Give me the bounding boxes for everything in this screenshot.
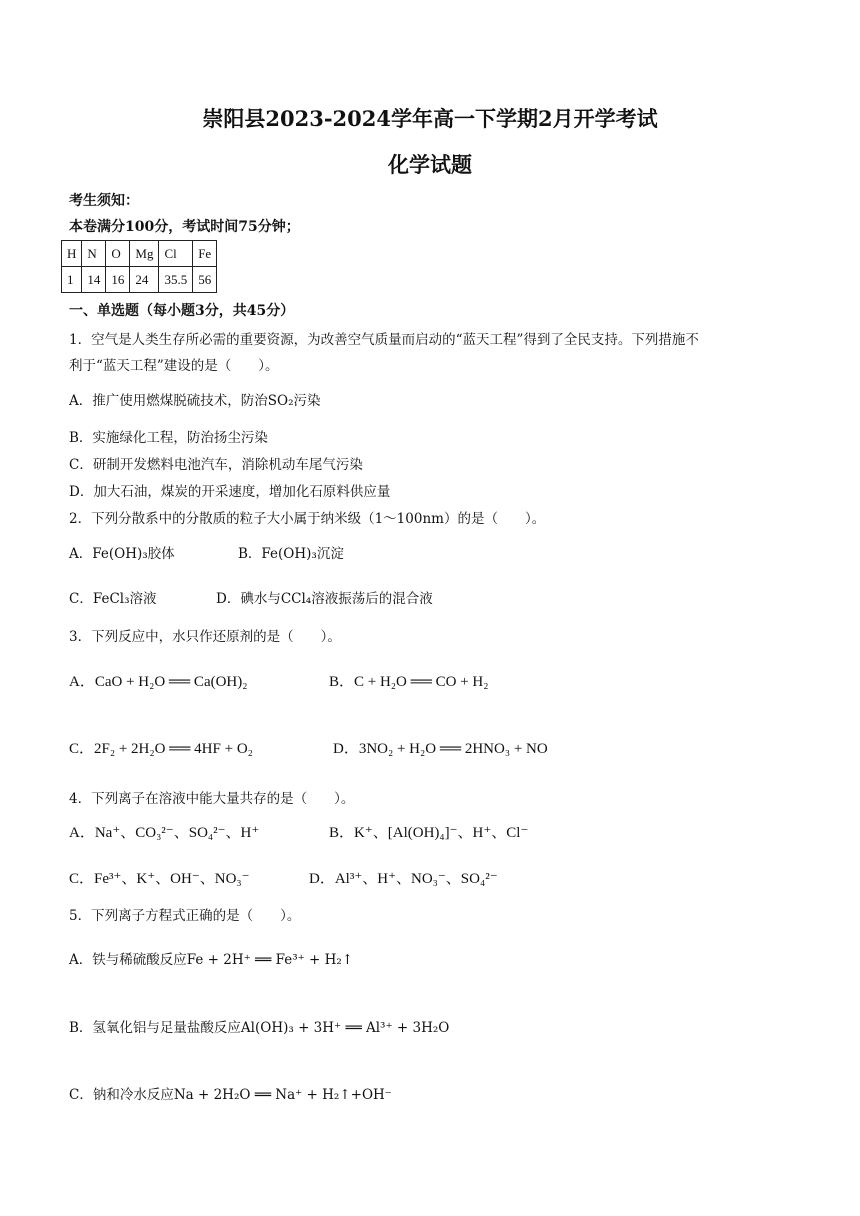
q2-option-c: C．FeCl₃溶液 bbox=[69, 591, 157, 607]
element-row bbox=[62, 241, 217, 267]
q4-stem: 4．下列离子在溶液中能大量共存的是（ ）。 bbox=[69, 791, 355, 807]
q3-option-b: B．C + H₂O ══ CO + H₂ bbox=[329, 674, 489, 690]
mass-cell: 35.5 bbox=[159, 267, 193, 293]
q2-option-d: D．碘水与CCl₄溶液振荡后的混合液 bbox=[216, 591, 433, 607]
notice-heading: 考生须知： bbox=[69, 193, 139, 209]
q3-option-c: C．2F₂ + 2H₂O ══ 4HF + O₂ bbox=[69, 741, 253, 757]
section-heading: 一、单选题（每小题3分，共45分） bbox=[69, 303, 295, 319]
q5-stem: 5．下列离子方程式正确的是（ ）。 bbox=[69, 908, 301, 924]
q1-stem-line2: 利于“蓝天工程”建设的是（ ）。 bbox=[69, 358, 279, 374]
q3-stem: 3．下列反应中，水只作还原剂的是（ ）。 bbox=[69, 629, 341, 645]
mass-cell: 24 bbox=[130, 267, 159, 293]
q4-option-b: B．K⁺、[Al(OH)₄]⁻、H⁺、Cl⁻ bbox=[329, 825, 529, 841]
q5-option-a: A．铁与稀硫酸反应Fe + 2H⁺ ══ Fe³⁺ + H₂↑ bbox=[69, 952, 354, 968]
q4-option-a: A．Na⁺、CO₃²⁻、SO₄²⁻、H⁺ bbox=[69, 825, 260, 841]
q1-option-b: B．实施绿化工程，防治扬尘污染 bbox=[69, 430, 268, 446]
q3-option-d: D．3NO₂ + H₂O ══ 2HNO₃ + NO bbox=[333, 741, 548, 757]
element-cell: N bbox=[82, 241, 106, 267]
q1-option-d: D．加大石油，煤炭的开采速度，增加化石原料供应量 bbox=[69, 484, 391, 500]
q1-stem-line1: 1．空气是人类生存所必需的重要资源，为改善空气质量而启动的“蓝天工程”得到了全民支持。下列措施不 bbox=[69, 332, 699, 348]
q1-option-a: A．推广使用燃煤脱硫技术，防治SO₂污染 bbox=[69, 393, 321, 409]
element-cell: Cl bbox=[159, 241, 193, 267]
q2-option-b: B．Fe(OH)₃沉淀 bbox=[238, 546, 344, 562]
mass-cell: 14 bbox=[82, 267, 106, 293]
element-cell: O bbox=[106, 241, 130, 267]
mass-cell: 16 bbox=[106, 267, 130, 293]
q3-option-a: A．CaO + H₂O ══ Ca(OH)₂ bbox=[69, 674, 248, 690]
notice-line: 本卷满分100分，考试时间75分钟； bbox=[69, 219, 300, 235]
atomic-mass-table bbox=[61, 240, 217, 293]
page-subtitle: 化学试题 bbox=[388, 152, 472, 177]
q2-option-a: A．Fe(OH)₃胶体 bbox=[69, 546, 175, 562]
element-cell: H bbox=[62, 241, 82, 267]
mass-cell: 56 bbox=[193, 267, 217, 293]
q2-stem: 2．下列分散系中的分散质的粒子大小属于纳米级（1～100nm）的是（ ）。 bbox=[69, 511, 546, 527]
element-cell: Fe bbox=[193, 241, 217, 267]
q4-option-c: C．Fe³⁺、K⁺、OH⁻、NO₃⁻ bbox=[69, 871, 250, 887]
element-cell: Mg bbox=[130, 241, 159, 267]
q5-option-c: C．钠和冷水反应Na + 2H₂O ══ Na⁺ + H₂↑+OH⁻ bbox=[69, 1087, 392, 1103]
mass-row bbox=[62, 267, 217, 293]
page-title: 崇阳县2023-2024学年高一下学期2月开学考试 bbox=[202, 106, 658, 131]
mass-cell: 1 bbox=[62, 267, 82, 293]
q5-option-b: B．氢氧化铝与足量盐酸反应Al(OH)₃ + 3H⁺ ══ Al³⁺ + 3H₂O bbox=[69, 1020, 450, 1036]
q4-option-d: D．Al³⁺、H⁺、NO₃⁻、SO₄²⁻ bbox=[309, 871, 498, 887]
q1-option-c: C．研制开发燃料电池汽车，消除机动车尾气污染 bbox=[69, 457, 363, 473]
